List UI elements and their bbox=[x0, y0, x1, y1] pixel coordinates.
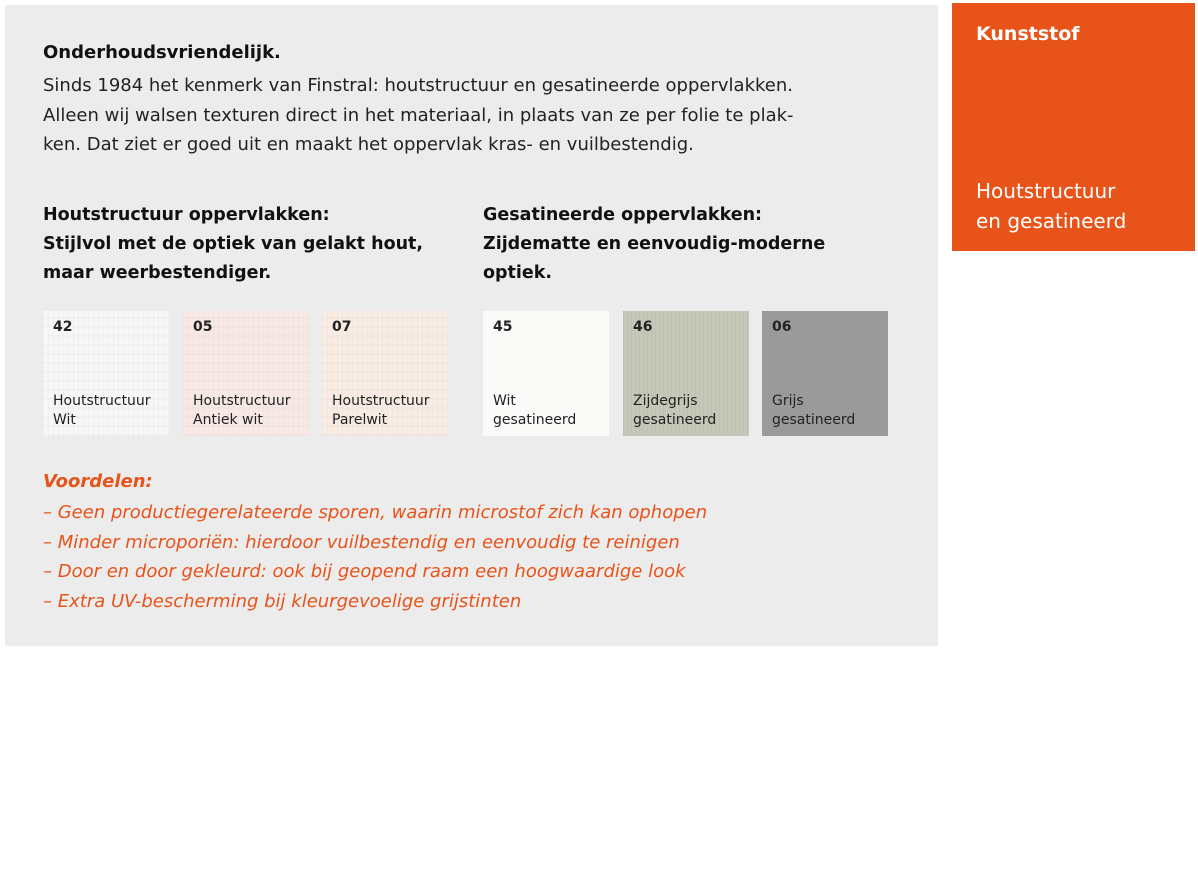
advantages-title: Voordelen: bbox=[43, 471, 153, 492]
swatch-code: 07 bbox=[332, 319, 352, 335]
heading-line: Stijlvol met de optiek van gelakt hout, bbox=[43, 234, 424, 254]
content-panel bbox=[5, 5, 938, 646]
category-tab-subtitle bbox=[976, 176, 1126, 236]
swatch-name bbox=[633, 392, 716, 430]
color-swatch-42 bbox=[43, 311, 169, 436]
intro-line: ken. Dat ziet er goed uit en maakt het oppervlak kras- en vuilbestendig. bbox=[43, 134, 694, 155]
swatch-name-line: Wit bbox=[53, 412, 76, 428]
swatch-name-line: gesatineerd bbox=[633, 412, 717, 428]
swatch-name-line: Houtstructuur bbox=[193, 393, 291, 409]
heading-line: optiek. bbox=[483, 263, 553, 283]
swatch-name-line: Zijdegrijs bbox=[633, 393, 698, 409]
subtitle-line: Houtstructuur bbox=[976, 179, 1116, 203]
color-swatch-07 bbox=[322, 311, 448, 436]
swatch-code: 05 bbox=[193, 319, 213, 335]
swatch-name bbox=[332, 392, 430, 430]
swatch-name-line: Antiek wit bbox=[193, 412, 263, 428]
swatch-name-line: Wit bbox=[493, 393, 516, 409]
color-swatch-45 bbox=[483, 311, 609, 436]
color-swatch-05 bbox=[183, 311, 309, 436]
color-swatch-06 bbox=[762, 311, 888, 436]
swatch-code: 46 bbox=[633, 319, 653, 335]
advantage-item: – Door en door gekleurd: ook bij geopend raam een hoogwaardige look bbox=[43, 561, 686, 582]
intro-body bbox=[43, 71, 903, 160]
subtitle-line: en gesatineerd bbox=[976, 209, 1127, 233]
category-tab bbox=[952, 3, 1195, 251]
swatch-name bbox=[772, 392, 855, 430]
heading-line: Houtstructuur oppervlakken: bbox=[43, 205, 330, 225]
swatch-name-line: Grijs bbox=[772, 393, 804, 409]
color-swatch-46 bbox=[623, 311, 749, 436]
swatch-code: 45 bbox=[493, 319, 513, 335]
swatch-name-line: Houtstructuur bbox=[53, 393, 151, 409]
swatch-name bbox=[493, 392, 576, 430]
wood-surfaces-heading bbox=[43, 201, 423, 288]
advantage-item: – Extra UV-bescherming bij kleurgevoelige grijstinten bbox=[43, 590, 522, 612]
intro-title: Onderhoudsvriendelijk. bbox=[43, 42, 281, 63]
category-tab-title: Kunststof bbox=[976, 23, 1080, 45]
swatch-name-line: gesatineerd bbox=[493, 412, 577, 428]
swatch-name-line: Parelwit bbox=[332, 412, 388, 428]
satin-surfaces-heading bbox=[483, 201, 825, 288]
heading-line: maar weerbestendiger. bbox=[43, 263, 272, 283]
swatch-name-line: gesatineerd bbox=[772, 412, 856, 428]
advantages-list bbox=[43, 498, 707, 616]
swatch-name-line: Houtstructuur bbox=[332, 393, 430, 409]
advantage-item: – Minder microporiën: hierdoor vuilbestendig en eenvoudig te reinigen bbox=[43, 531, 680, 553]
advantage-item: – Geen productiegerelateerde sporen, waarin microstof zich kan ophopen bbox=[43, 502, 708, 523]
swatch-name bbox=[53, 392, 151, 430]
swatch-code: 42 bbox=[53, 319, 73, 335]
intro-line: Sinds 1984 het kenmerk van Finstral: houtstructuur en gesatineerde oppervlakken. bbox=[43, 75, 793, 96]
swatch-code: 06 bbox=[772, 319, 792, 335]
heading-line: Gesatineerde oppervlakken: bbox=[483, 205, 763, 225]
swatch-name bbox=[193, 392, 291, 430]
heading-line: Zijdematte en eenvoudig-moderne bbox=[483, 234, 826, 254]
intro-line: Alleen wij walsen texturen direct in het materiaal, in plaats van ze per folie te plak- bbox=[43, 104, 794, 126]
